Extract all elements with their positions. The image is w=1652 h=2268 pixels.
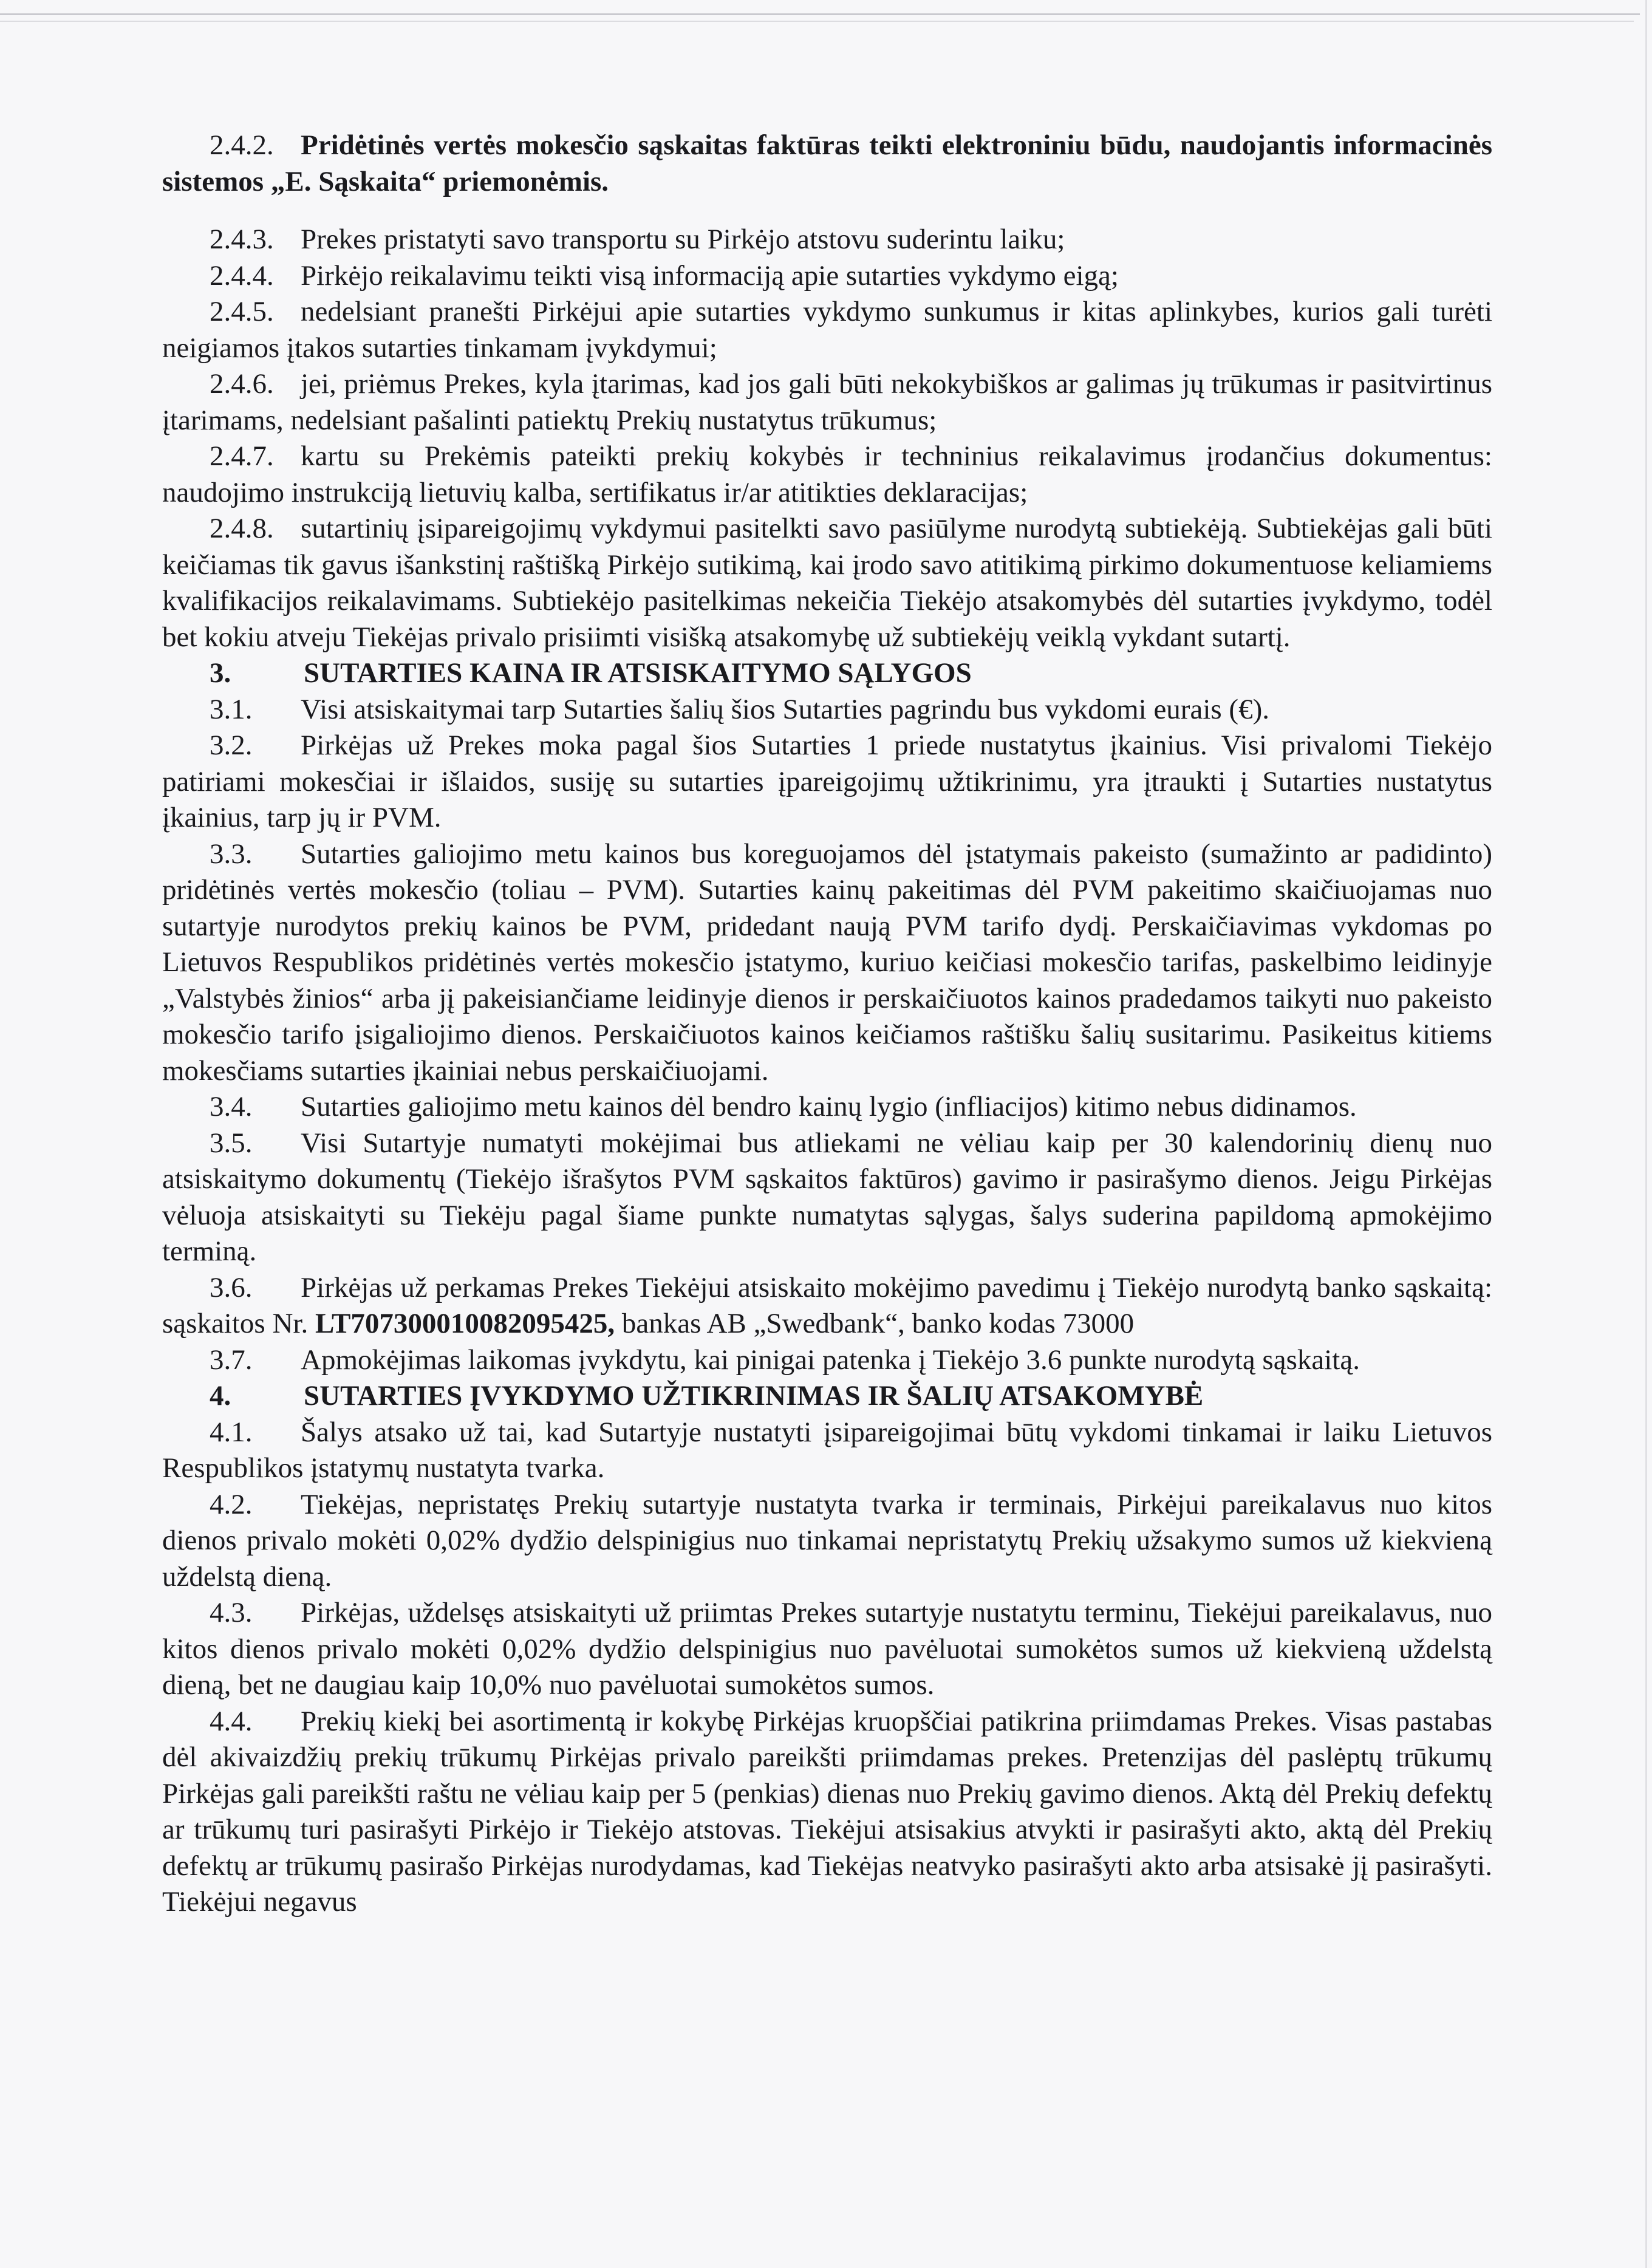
- clause-4-3: [162, 1595, 1492, 1704]
- clause-number: 3.6.: [210, 1271, 253, 1303]
- clause-text: Pirkėjo reikalavimu teikti visą informaciją apie sutarties vykdymo eigą;: [301, 259, 1119, 292]
- clause-number: 3.7.: [210, 1344, 253, 1376]
- clause-text: Sutarties galiojimo metu kainos dėl bendro kainų lygio (infliacijos) kitimo nebus didinamos.: [301, 1091, 1357, 1122]
- clause-number: 2.4.7.: [210, 440, 274, 472]
- section-title: SUTARTIES KAINA IR ATSISKAITYMO SĄLYGOS: [304, 657, 972, 689]
- clause-2-4-7: [162, 439, 1492, 511]
- clause-3-2: [162, 728, 1492, 836]
- clause-4-2: [162, 1487, 1492, 1596]
- clause-3-7: [162, 1342, 1492, 1379]
- clause-number: 2.4.6.: [210, 368, 274, 400]
- clause-2-4-3: [162, 222, 1492, 258]
- clause-2-4-6: [162, 366, 1492, 439]
- clause-text: jei, priėmus Prekes, kyla įtarimas, kad jos gali būti nekokybiškos ar galimas jų trūkumas ir pasitvirtinus įtarimams, nedelsiant pašalinti patiektų Prekių nustatytus trūkumus;: [162, 368, 1492, 436]
- section-number: 4.: [210, 1380, 231, 1412]
- clause-4-1: [162, 1415, 1492, 1487]
- clause-number: 2.4.4.: [210, 259, 274, 292]
- bank-account-number: LT707300010082095425,: [315, 1308, 615, 1339]
- clause-text: Visi Sutartyje numatyti mokėjimai bus atliekami ne vėliau kaip per 30 kalendorinių dienų nuo atsiskaitymo dokumentų (Tiekėjo išrašytos PVM sąskaitos faktūros) gavimo ir pasirašymo dienos. Jeigu Pirkėjas vėluoja atsiskaityti su Tiekėju pagal šiame punkte numatytas sąlygas, šalys suderina papildomą apmokėjimo terminą.: [162, 1127, 1492, 1267]
- clause-text: sutartinių įsipareigojimų vykdymui pasitelkti savo pasiūlyme nurodytą subtiekėją. Subtiekėjas gali būti keičiamas tik gavus išankstinį raštišką Pirkėjo sutikimą, kai įrodo savo atitikimą pirkimo dokumentuose keliamiems kvalifikacijos reikalavimams. Subtiekėjo pasitelkimas nekeičia Tiekėjo atsakomybės dėl sutarties įvykdymo, todėl bet kokiu atveju Tiekėjas privalo prisiimti visišką atsakomybę už subtiekėjų veiklą vykdant sutartį.: [162, 513, 1492, 653]
- clause-number: 2.4.8.: [210, 513, 274, 544]
- page-stack-edge-top-2: [0, 21, 1634, 22]
- clause-number: 3.1.: [210, 693, 253, 725]
- clause-text: Visi atsiskaitymai tarp Sutarties šalių šios Sutarties pagrindu bus vykdomi eurais (€).: [301, 693, 1269, 725]
- clause-number: 3.2.: [210, 729, 253, 761]
- clause-text: Tiekėjas, nepristatęs Prekių sutartyje nustatyta tvarka ir terminais, Pirkėjui pareikalavus nuo kitos dienos privalo mokėti 0,02% dydžio delspinigius nuo tinkamai nepristatytų Prekių užsakymo sumos už kiekvieną uždelstą dieną.: [162, 1488, 1492, 1593]
- clause-text: kartu su Prekėmis pateikti prekių kokybės ir techninius reikalavimus įrodančius dokumentus: naudojimo instrukciją lietuvių kalba, sertifikatus ir/ar atitikties deklaracijas;: [162, 440, 1492, 508]
- clause-text: nedelsiant pranešti Pirkėjui apie sutarties vykdymo sunkumus ir kitas aplinkybes, kurios gali turėti neigiamos įtakos sutarties tinkamam įvykdymui;: [162, 296, 1492, 364]
- clause-number: 4.4.: [210, 1705, 253, 1737]
- clause-3-3: [162, 836, 1492, 1090]
- clause-number: 4.1.: [210, 1416, 253, 1448]
- clause-3-6: [162, 1270, 1492, 1342]
- section-heading-4: [162, 1378, 1492, 1415]
- clause-4-4: [162, 1704, 1492, 1921]
- clause-text: Prekių kiekį bei asortimentą ir kokybę Pirkėjas kruopščiai patikrina priimdamas Prekes. Visas pastabas dėl akivaizdžių prekių trūkumų Pirkėjas privalo pareikšti priimdamas prekes. Pretenzijas dėl paslėptų trūkumų Pirkėjas gali pareikšti raštu ne vėliau kaip per 5 (penkias) dienas nuo Prekių gavimo dienos. Aktą dėl Prekių defektų ar trūkumų turi pasirašyti Pirkėjo ir Tiekėjo atstovas. Tiekėjui atsisakius atvykti ir pasirašyti akto, aktą dėl Prekių defektų ar trūkumų pasirašo Pirkėjas nurodydamas, kad Tiekėjas neatvyko pasirašyti akto arba atsisakė jį pasirašyti. Tiekėjui negavus: [162, 1705, 1492, 1918]
- clause-2-4-2: [162, 128, 1492, 200]
- clause-text: Pirkėjas už perkamas Prekes Tiekėjui atsiskaito mokėjimo pavedimu į Tiekėjo nurodytą banko sąskaitą: sąskaitos Nr.: [162, 1271, 1492, 1339]
- clause-number: 2.4.3.: [210, 224, 274, 255]
- section-number: 3.: [210, 657, 231, 689]
- clause-number: 2.4.2.: [210, 129, 274, 161]
- clause-3-4: [162, 1089, 1492, 1125]
- clause-text: Pridėtinės vertės mokesčio sąskaitas faktūras teikti elektroniniu būdu, naudojantis informacinės sistemos „E. Sąskaita“ priemonėmis.: [162, 129, 1492, 197]
- document-body: [162, 128, 1492, 1921]
- clause-number: 3.5.: [210, 1127, 253, 1159]
- clause-text: Prekes pristatyti savo transportu su Pirkėjo atstovu suderintu laiku;: [301, 224, 1065, 255]
- clause-text: Pirkėjas už Prekes moka pagal šios Sutarties 1 priede nustatytus įkainius. Visi privalomi Tiekėjo patiriami mokesčiai ir išlaidos, susiję su sutarties įpareigojimų užtikrinimu, yra įtraukti į Sutarties nustatytus įkainius, tarp jų ir PVM.: [162, 729, 1492, 833]
- clause-text-after: bankas AB „Swedbank“, banko kodas 73000: [615, 1308, 1135, 1339]
- clause-number: 4.2.: [210, 1488, 253, 1520]
- clause-number: 2.4.5.: [210, 296, 274, 327]
- clause-text: Apmokėjimas laikomas įvykdytu, kai pinigai patenka į Tiekėjo 3.6 punkte nurodytą sąskaitą.: [301, 1344, 1360, 1376]
- page-stack-edge-right: [1645, 0, 1647, 2268]
- clause-number: 3.3.: [210, 838, 253, 870]
- clause-2-4-5: [162, 294, 1492, 366]
- clause-number: 3.4.: [210, 1091, 253, 1122]
- clause-2-4-4: [162, 258, 1492, 295]
- clause-number: 4.3.: [210, 1597, 253, 1628]
- clause-text: Pirkėjas, uždelsęs atsiskaityti už priimtas Prekes sutartyje nustatytu terminu, Tiekėjui pareikalavus, nuo kitos dienos privalo mokėti 0,02% dydžio delspinigius nuo pavėluotai sumokėtos sumos už kiekvieną uždelstą dieną, bet ne daugiau kaip 10,0% nuo pavėluotai sumokėtos sumos.: [162, 1597, 1492, 1701]
- clause-3-5: [162, 1125, 1492, 1270]
- page-stack-edge-top: [0, 13, 1640, 15]
- section-heading-3: [162, 655, 1492, 692]
- clause-text: Šalys atsako už tai, kad Sutartyje nustatyti įsipareigojimai būtų vykdomi tinkamai ir laiku Lietuvos Respublikos įstatymų nustatyta tvarka.: [162, 1416, 1492, 1484]
- section-title: SUTARTIES ĮVYKDYMO UŽTIKRINIMAS IR ŠALIŲ ATSAKOMYBĖ: [304, 1380, 1204, 1412]
- clause-text: Sutarties galiojimo metu kainos bus koreguojamos dėl įstatymais pakeisto (sumažinto ar padidinto) pridėtinės vertės mokesčio (toliau – PVM). Sutarties kainų pakeitimas dėl PVM pakeitimo skaičiuojamas nuo sutartyje nurodytos prekių kainos be PVM, pridedant naują PVM tarifo dydį. Perskaičiavimas vykdomas po Lietuvos Respublikos pridėtinės vertės mokesčio įstatymo, kuriuo keičiasi mokesčio tarifas, paskelbimo leidinyje „Valstybės žinios“ arba jį pakeisiančiame leidinyje dienos ir perskaičiuotos kainos pradedamos taikyti nuo pakeisto mokesčio tarifo įsigaliojimo dienos. Perskaičiuotos kainos keičiamos raštišku šalių susitarimu. Pasikeitus kitiems mokesčiams sutarties įkainiai nebus perskaičiuojami.: [162, 838, 1492, 1087]
- clause-2-4-8: [162, 511, 1492, 655]
- clause-3-1: [162, 692, 1492, 728]
